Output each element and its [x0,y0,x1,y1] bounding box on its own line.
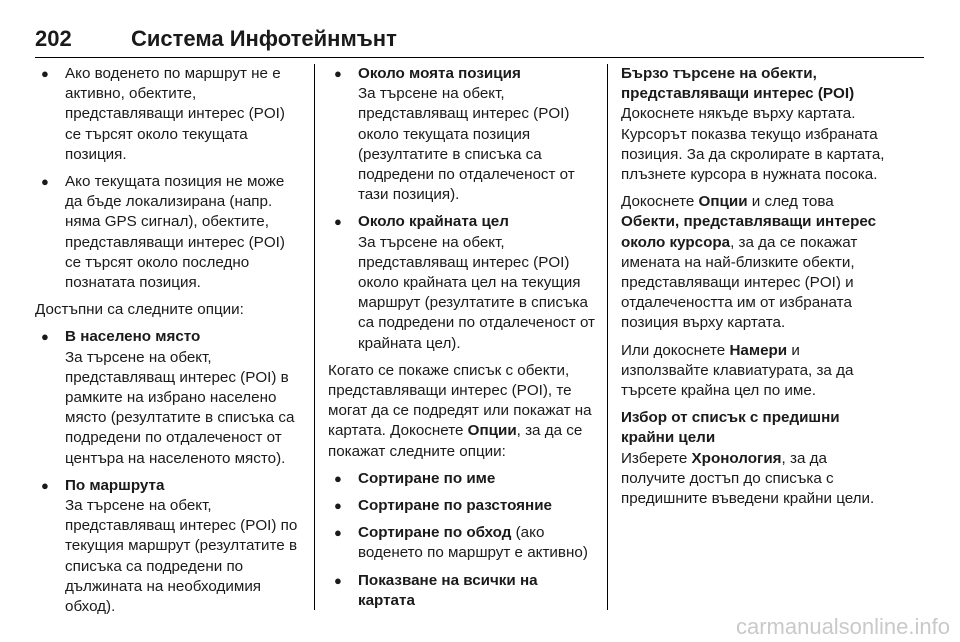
option-title: Около крайната цел [358,213,509,231]
column-divider-1 [314,64,315,610]
sort-option [328,496,596,516]
text: Или докоснете [621,341,730,359]
column-3 [621,64,889,516]
option-item [328,64,596,205]
bullet-icon: ● [334,214,342,230]
bullet-text: Ако текущата позиция не може да бъде локализирана (напр. няма GPS сигнал), обектите, представляващи интерес (POI) се търсят около последно познатата позиция. [65,173,285,292]
text: Докоснете някъде върху картата. Курсорът показва текущо избраната позиция. За да скролирате в картата, плъзнете курсора в нужната посока. [621,105,885,184]
option-desc: За търсене на обект, представляващ интерес (POI) в рамките на избрано населено място (резултатите в списъка са подредени по отдалеченост от центъра на населеното място). [65,348,295,467]
option-item [328,212,596,353]
option-title: По маршрута [65,476,165,494]
bullet-icon: ● [334,525,342,541]
sort-label: Сортиране по име [358,469,496,487]
bullet-icon: ● [334,66,342,81]
option-title: В населено място [65,328,201,346]
find-label: Намери [729,341,788,359]
bullet-icon: ● [41,174,49,190]
text: Докоснете [621,193,699,211]
option-title: Около моята позиция [358,65,521,82]
bullet-item [35,64,303,165]
option-desc: За търсене на обект, представляващ интерес (POI) около крайната цел на текущия маршрут (резултатите в списъка са подредени по отдалеченост от крайната цел). [358,233,596,352]
paragraph [621,341,889,402]
text: Когато се покаже списък с обекти, представляващи интерес (POI), те могат да се подредят или покажат на картата. Докоснете [328,361,592,440]
options-intro: Достъпни са следните опции: [35,301,244,319]
bullet-icon: ● [334,470,342,486]
option-desc: За търсене на обект, представляващ интерес (POI) около текущата позиция (резултатите в списъка са подредени по отдалеченост от тази позиция). [358,85,575,204]
sort-option [328,571,596,611]
option-item [35,327,303,468]
poi-cursor-label: Обекти, представляващи интерес около курсора [621,213,877,251]
bullet-icon: ● [41,329,49,345]
sort-paragraph [328,361,596,462]
sort-option [328,469,596,489]
paragraph [621,192,889,333]
section-heading: Бързо търсене на обекти, представляващи интерес (POI) [621,65,855,103]
section-heading: Избор от списък с предишни крайни цели [621,409,840,447]
options-label: Опции [467,422,517,440]
watermark: carmanualsonline.info [735,614,950,639]
section-quick-search [621,64,889,185]
bullet-icon: ● [41,477,49,493]
option-item [35,476,303,617]
bullet-item [35,172,303,293]
column-2 [328,64,596,618]
text: , за да се покажат следните опции: [328,422,583,460]
text: (ако воденето по маршрут е активно) [358,524,588,562]
option-desc: За търсене на обект, представляващ интерес (POI) по текущия маршрут (резултатите в списъка са подредени по дължината на необходимия обход). [65,497,298,616]
history-label: Хронология [691,449,782,467]
page-header [35,27,924,58]
sort-label: Сортиране по обход [358,524,512,542]
page-number: 202 [35,26,72,51]
bullet-icon: ● [334,572,342,588]
options-label: Опции [698,193,748,211]
text: , за да се покажат имената на най-близките обекти, представляващи интерес (POI) и отдалечеността им от избраната позиция върху картата. [621,233,858,332]
column-divider-2 [607,64,608,610]
text: Изберете [621,449,692,467]
sort-option [328,523,596,563]
text: , за да получите достъп до списъка с предишните въведени крайни цели. [621,449,875,508]
column-1 [35,64,303,624]
text: и след това [747,193,834,211]
bullet-icon: ● [334,498,342,514]
sort-label: Показване на всички на картата [358,571,538,609]
bullet-text: Ако воденето по маршрут не е активно, обектите, представляващи интерес (POI) се търсят около текущата позиция. [65,65,285,163]
bullet-icon: ● [41,66,49,81]
sort-label: Сортиране по разстояние [358,497,552,515]
section-history [621,408,889,509]
text: и използвайте клавиатурата, за да търсете крайна цел по име. [621,341,854,400]
page-title: Система Инфотейнмънт [131,26,397,51]
